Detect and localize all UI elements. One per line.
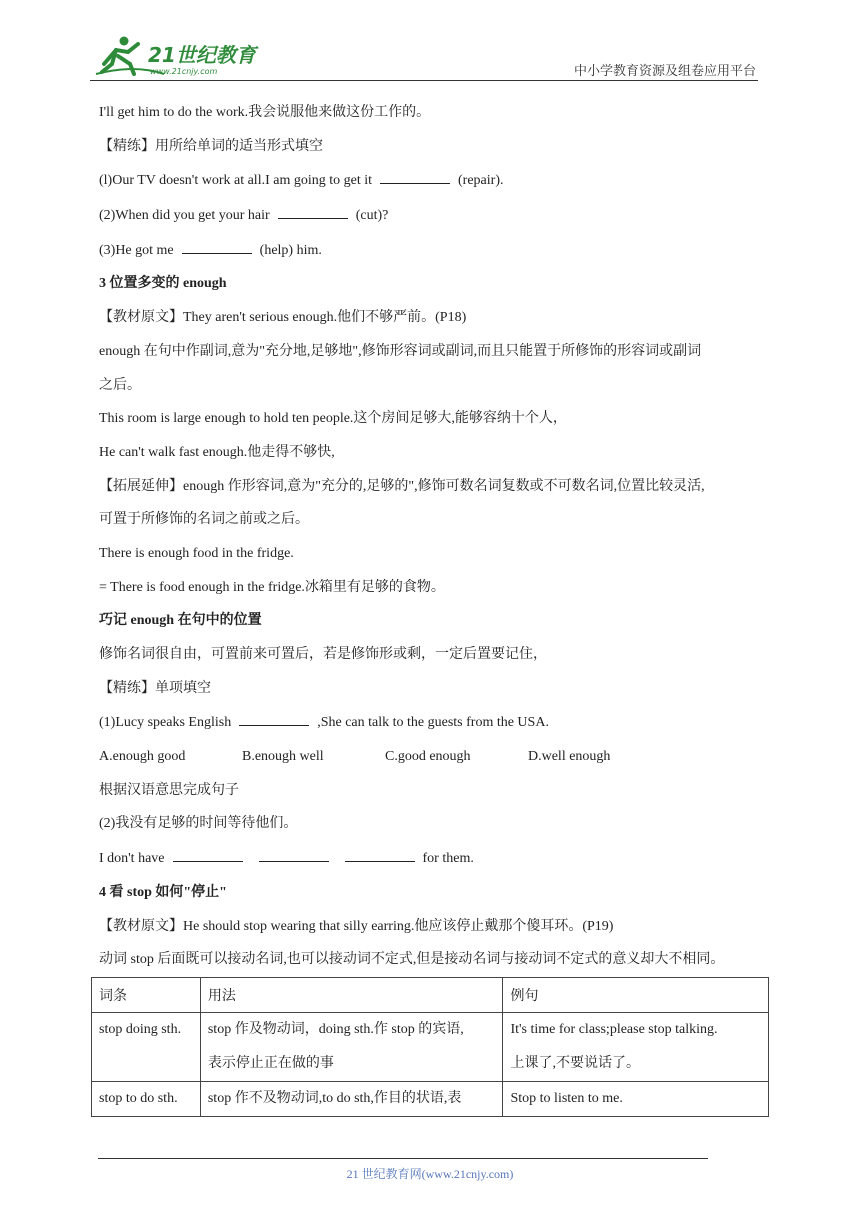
option-c[interactable]: C.good enough: [385, 749, 471, 765]
answer-blank[interactable]: [173, 849, 243, 862]
exercise-item-2: (2)When did you get your hair (cut)?: [99, 208, 389, 224]
exercise-item-1: (l)Our TV doesn't work at all.I am going to get it (repair).: [99, 173, 504, 189]
answer-blank[interactable]: [345, 849, 415, 862]
table-cell: It's time for class;please stop talking. 上课了,不要说话了。: [503, 1013, 769, 1082]
option-a[interactable]: A.enough good: [99, 749, 186, 765]
text-line: There is enough food in the fridge.: [99, 545, 294, 561]
option-d[interactable]: D.well enough: [528, 749, 611, 765]
platform-name: 中小学教育资源及组卷应用平台: [573, 63, 756, 78]
stop-usage-table: [91, 977, 769, 1117]
answer-blank[interactable]: [259, 849, 329, 862]
footer-divider: [98, 1158, 708, 1159]
exercise-item-3: (3)He got me (help) him.: [99, 242, 322, 258]
header-divider: [90, 80, 758, 81]
document-body: [99, 104, 771, 985]
tip-heading: 巧记 enough 在句中的位置: [99, 613, 262, 629]
exercise-item-choice: (1)Lucy speaks English ,She can talk to the guests from the USA.: [99, 715, 549, 731]
text-line: 【教材原文】They aren't serious enough.他们不够严前。(P18): [99, 310, 467, 326]
answer-blank[interactable]: [182, 241, 252, 254]
section-heading-4: 4 看 stop 如何"停止": [99, 884, 227, 900]
answer-blank[interactable]: [278, 206, 348, 219]
table-header-row: [92, 978, 769, 1013]
table-cell: Stop to listen to me.: [503, 1082, 769, 1117]
page-footer[interactable]: 21 世纪教育网(www.21cnjy.com): [346, 1167, 514, 1181]
text-line: 动词 stop 后面既可以接动名词,也可以接动词不定式,但是接动名词与接动词不定式的意义却大不相同。: [99, 952, 725, 968]
text-line: He can't walk fast enough.他走得不够快,: [99, 444, 335, 460]
svg-text:www.21cnjy.com: www.21cnjy.com: [150, 67, 218, 76]
text-line: enough 在句中作副词,意为"充分地,足够地",修饰形容词或副词,而且只能置于所修饰的形容词或副词: [99, 343, 702, 359]
text-line: 之后。: [99, 377, 141, 393]
page-header: [90, 30, 758, 82]
text-line: I'll get him to do the work.我会说服他来做这份工作的。: [99, 105, 431, 120]
table-header-cell: 词条: [92, 978, 201, 1013]
svg-text:21世纪教育: 21世纪教育: [148, 43, 256, 67]
table-header-cell: 例句: [503, 978, 769, 1013]
text-line: 【拓展延伸】enough 作形容词,意为"充分的,足够的",修饰可数名词复数或不可数名词,位置比较灵活,: [99, 478, 705, 494]
exercise-heading: 【精练】用所给单词的适当形式填空: [99, 138, 323, 154]
option-b[interactable]: B.enough well: [242, 749, 324, 765]
text-line: 根据汉语意思完成句子: [99, 782, 239, 798]
text-line: 【教材原文】He should stop wearing that silly earring.他应该停止戴那个傻耳环。(P19): [99, 918, 614, 934]
exercise-heading: 【精练】单项填空: [99, 680, 211, 696]
text-line: = There is food enough in the fridge.冰箱里有足够的食物。: [99, 579, 445, 595]
answer-blank[interactable]: [239, 713, 309, 726]
table-cell: stop 作不及物动词,to do sth,作目的状语,表: [200, 1082, 503, 1117]
text-line: This room is large enough to hold ten people.这个房间足够大,能够容纳十个人，: [99, 411, 567, 427]
table-cell: stop doing sth.: [92, 1013, 201, 1082]
table-row: [92, 1082, 769, 1117]
table-cell: stop 作及物动词，doing sth.作 stop 的宾语, 表示停止正在做的事: [200, 1013, 503, 1082]
exercise-item-translate: I don't have for them.: [99, 851, 474, 867]
text-line: 可置于所修饰的名词之前或之后。: [99, 512, 309, 528]
site-logo: [94, 34, 264, 78]
text-line: 修饰名词很自由，可置前来可置后，若是修饰形或剩，一定后置要记住，: [99, 647, 547, 662]
answer-blank[interactable]: [380, 171, 450, 184]
table-cell: stop to do sth.: [92, 1082, 201, 1117]
table-row: [92, 1013, 769, 1082]
section-heading-3: 3 位置多变的 enough: [99, 276, 227, 292]
text-line: (2)我没有足够的时间等待他们。: [99, 816, 298, 832]
table-header-cell: 用法: [200, 978, 503, 1013]
choice-options: [99, 748, 771, 766]
